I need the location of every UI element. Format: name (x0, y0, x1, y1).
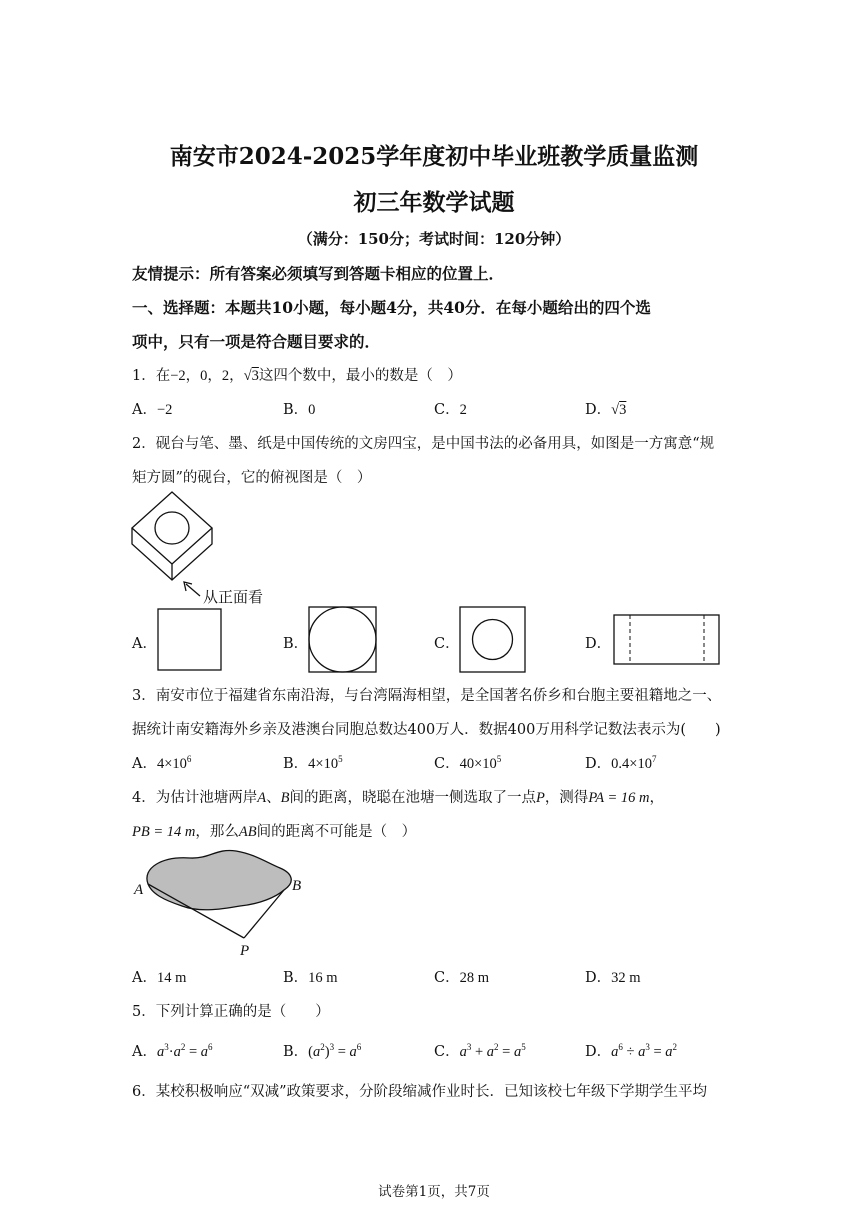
view-arrow (186, 584, 200, 596)
option-text: 28 m (459, 970, 490, 986)
q4-pa-equation: PA = 16 m (588, 790, 650, 806)
q4-option-d[interactable] (585, 966, 641, 987)
q1-stem-b: 这四个数中，最小的数是（ ） (258, 368, 462, 384)
sqrt-icon: √3 (243, 368, 259, 384)
pond-figure (128, 842, 318, 960)
q2-option-d-figure[interactable] (613, 614, 721, 666)
option-radicand: 3 (619, 402, 627, 418)
option-label: A． (132, 970, 157, 986)
option-text: 0 (308, 402, 316, 418)
q4-point-a: A (257, 790, 267, 806)
q6-line1: 6．某校积极响应“双减”政策要求，分阶段缩减作业时长．已知该校七年级下学期学生平均 (132, 1084, 708, 1100)
view-caption: 从正面看 (203, 590, 264, 606)
page-footer: 试卷第1页，共7页 (378, 1184, 490, 1200)
option-label: C． (434, 1044, 460, 1060)
option-label: A． (132, 756, 157, 772)
option-label: D． (585, 1044, 612, 1060)
inkstone-top-face (132, 492, 212, 564)
q5-option-c[interactable] (434, 1040, 526, 1061)
q4-text: 4．为估计池塘两岸 (132, 790, 258, 806)
option-label: A． (132, 402, 157, 418)
option-text: 2 (459, 402, 467, 418)
q4-point-b: B (280, 790, 290, 806)
option-text: −2 (156, 402, 173, 418)
section-heading-line1: 一、选择题：本题共10小题，每小题4分，共40分．在每小题给出的四个选 (132, 298, 651, 317)
q5-stem: 5．下列计算正确的是（ ） (132, 1004, 330, 1020)
exam-title: 南安市2024-2025学年度初中毕业班教学质量监测 (169, 143, 699, 170)
option-text: 32 m (611, 970, 641, 986)
q4-text: ，测得 (544, 790, 589, 806)
option-formula: $a^3 + a^2 = a^5$ (459, 1042, 526, 1060)
pond-shape (147, 850, 291, 909)
option-formula: $a^3\cdot a^2 = a^6$ (156, 1042, 213, 1060)
q4-text: ，那么 (195, 824, 239, 840)
option-label: C． (434, 402, 460, 418)
option-label: C． (434, 970, 460, 986)
q2-option-b-figure[interactable] (308, 606, 378, 674)
option-base: 40×10 (459, 756, 497, 772)
q5-option-b[interactable] (283, 1040, 361, 1061)
q4-line2 (132, 820, 416, 841)
q4-text: 间的距离不可能是（ ） (256, 824, 417, 840)
question-1-stem (132, 364, 462, 385)
q2-option-d-label[interactable]: D． (585, 636, 612, 652)
option-base: 4×10 (308, 756, 339, 772)
q4-text: ， (649, 790, 665, 806)
option-label: D． (585, 970, 612, 986)
q3-option-c[interactable] (434, 752, 501, 773)
q3-option-a[interactable] (132, 752, 191, 773)
option-base: 4×10 (156, 756, 187, 772)
q1-option-a[interactable] (132, 398, 172, 419)
option-exponent: 5 (338, 754, 343, 765)
q2-line2: 矩方圆”的砚台，它的俯视图是（ ） (132, 470, 372, 486)
label-a: A (134, 882, 144, 898)
option-base: 0.4×10 (611, 756, 652, 772)
q4-point-p: P (535, 790, 545, 806)
option-label: B． (283, 970, 309, 986)
q4-option-c[interactable] (434, 966, 489, 987)
q3-line1: 3．南安市位于福建省东南沿海，与台湾隔海相望，是全国著名侨乡和台胞主要祖籍地之一、 (132, 688, 722, 704)
q1-option-c[interactable] (434, 398, 467, 419)
sqrt-icon: √3 (611, 402, 627, 418)
notice: 友情提示：所有答案必须填写到答题卡相应的位置上． (132, 264, 505, 283)
q4-sep: 、 (266, 790, 281, 806)
q1-radicand: 3 (251, 368, 259, 384)
inkstone-3d-figure (126, 488, 286, 610)
option-label: C． (434, 756, 460, 772)
q1-option-d[interactable] (585, 398, 626, 419)
q2-option-a-figure[interactable] (157, 608, 223, 672)
q2-option-c-figure[interactable] (459, 606, 527, 674)
q2-line1: 2．砚台与笔、墨、纸是中国传统的文房四宝，是中国书法的必备用具，如图是一方寓意“规 (132, 436, 715, 452)
option-text: 16 m (308, 970, 338, 986)
option-label: B． (283, 1044, 309, 1060)
option-label: D． (585, 402, 612, 418)
option-label: D． (585, 756, 612, 772)
q5-option-a[interactable] (132, 1040, 213, 1061)
option-exponent: 5 (496, 754, 502, 765)
q2-option-c-label[interactable]: C． (434, 636, 460, 652)
q4-option-a[interactable] (132, 966, 186, 987)
q4-text: 间的距离，晓聪在池塘一侧选取了一点 (289, 790, 536, 806)
option-text: 14 m (156, 970, 187, 986)
q2-option-a-label[interactable]: A． (132, 636, 157, 652)
exam-info: （满分：150分；考试时间：120分钟） (297, 230, 571, 248)
option-exponent: 7 (651, 754, 657, 765)
option-label: B． (283, 402, 309, 418)
option-exponent: 6 (186, 754, 192, 765)
option-label: A． (132, 1044, 157, 1060)
option-formula: $(a^2)^3 = a^6$ (308, 1042, 362, 1060)
option-label: B． (283, 756, 309, 772)
label-b: B (292, 878, 302, 894)
q1-stem-a: 1．在 (132, 368, 171, 384)
q1-option-b[interactable] (283, 398, 315, 419)
q3-line2: 据统计南安籍海外乡亲及港澳台同胞总数达400万人．数据400万用科学记数法表示为( ) (132, 722, 721, 738)
exam-subtitle: 初三年数学试题 (353, 189, 515, 216)
section-heading-line2: 项中，只有一项是符合题目要求的． (132, 332, 381, 351)
q5-option-d[interactable] (585, 1040, 677, 1061)
q4-option-b[interactable] (283, 966, 338, 987)
q4-line1 (132, 786, 664, 807)
q4-pb-equation: PB = 14 m (132, 824, 196, 840)
label-p: P (240, 943, 250, 959)
q3-option-d[interactable] (585, 752, 656, 773)
q3-option-b[interactable] (283, 752, 343, 773)
option-formula: $a^6 \div a^3 = a^2$ (611, 1042, 678, 1060)
q2-option-b-label[interactable]: B． (283, 636, 309, 652)
q1-numbers: −2，0，2， (170, 368, 244, 384)
q4-segment-ab: AB (238, 824, 257, 840)
